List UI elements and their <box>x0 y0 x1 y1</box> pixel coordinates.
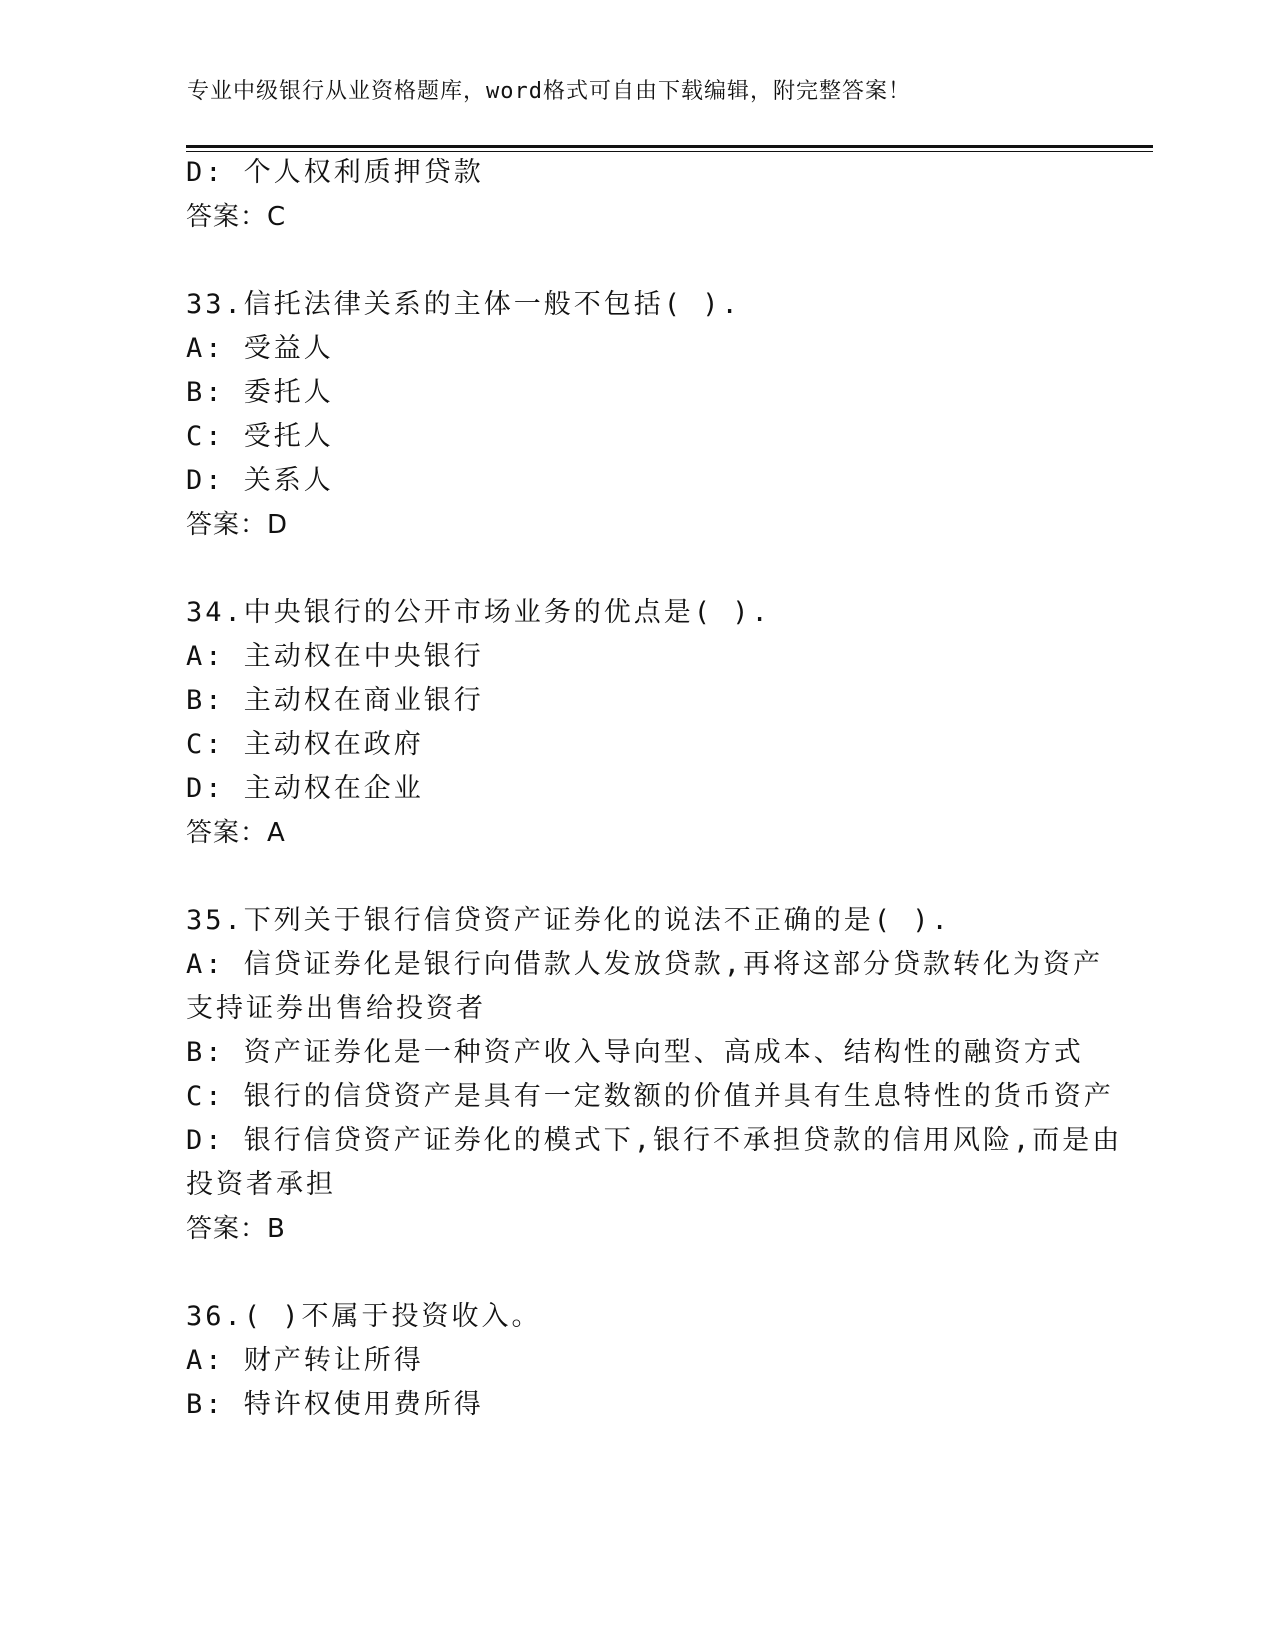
q34-question: 34.中央银行的公开市场业务的优点是( ). <box>186 597 771 628</box>
q34-option-a: A: 主动权在中央银行 <box>186 641 484 672</box>
q36-question: 36.( )不属于投资收入。 <box>186 1301 542 1332</box>
q35-option-a-line2: 支持证券出售给投资者 <box>186 993 486 1024</box>
q34-option-d: D: 主动权在企业 <box>186 773 424 804</box>
q34-option-b: B: 主动权在商业银行 <box>186 685 484 716</box>
header-divider-thin <box>186 151 1153 152</box>
q34-option-c: C: 主动权在政府 <box>186 729 424 760</box>
q33-option-c: C: 受托人 <box>186 421 334 452</box>
q35-option-d-line2: 投资者承担 <box>186 1169 336 1200</box>
q33-option-b: B: 委托人 <box>186 377 334 408</box>
q35-option-b: B: 资产证券化是一种资产收入导向型、高成本、结构性的融资方式 <box>186 1037 1084 1068</box>
header-divider-thick <box>186 145 1153 148</box>
q36-option-a: A: 财产转让所得 <box>186 1345 424 1376</box>
q35-answer: 答案：B <box>186 1214 286 1244</box>
q32-answer: 答案：C <box>186 202 287 232</box>
q34-answer: 答案：A <box>186 818 286 848</box>
q33-question: 33.信托法律关系的主体一般不包括( ). <box>186 289 741 320</box>
q36-option-b: B: 特许权使用费所得 <box>186 1389 484 1420</box>
q35-question: 35.下列关于银行信贷资产证券化的说法不正确的是( ). <box>186 905 951 936</box>
q33-option-d: D: 关系人 <box>186 465 334 496</box>
page-header: 专业中级银行从业资格题库，word格式可自由下载编辑，附完整答案！ <box>187 79 911 104</box>
q33-answer: 答案：D <box>186 510 289 540</box>
q33-option-a: A: 受益人 <box>186 333 334 364</box>
q32-option-d: D: 个人权利质押贷款 <box>186 157 484 188</box>
q35-option-c: C: 银行的信贷资产是具有一定数额的价值并具有生息特性的货币资产 <box>186 1081 1114 1112</box>
q35-option-a-line1: A: 信贷证券化是银行向借款人发放贷款,再将这部分贷款转化为资产 <box>186 949 1104 980</box>
q35-option-d-line1: D: 银行信贷资产证券化的模式下,银行不承担贷款的信用风险,而是由 <box>186 1125 1123 1156</box>
